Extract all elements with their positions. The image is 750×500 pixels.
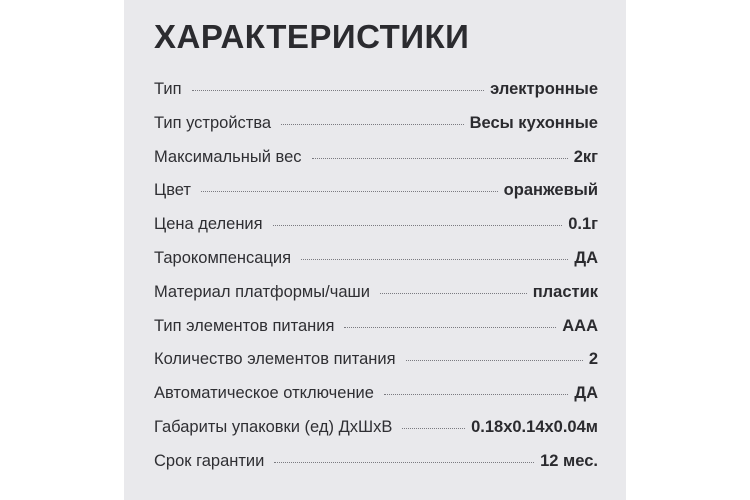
dotted-leader xyxy=(402,428,465,429)
dotted-leader xyxy=(380,293,527,294)
spec-row xyxy=(154,181,598,215)
spec-value: пластик xyxy=(532,282,598,301)
spec-value: 2кг xyxy=(573,147,598,166)
spec-row xyxy=(154,283,598,317)
spec-row xyxy=(154,317,598,351)
spec-label: Тарокомпенсация xyxy=(154,248,292,267)
dotted-leader xyxy=(281,124,463,125)
spec-value: 0.18x0.14x0.04м xyxy=(471,417,598,436)
spec-row xyxy=(154,249,598,283)
spec-row xyxy=(154,148,598,182)
spec-value: Весы кухонные xyxy=(469,113,598,132)
spec-row xyxy=(154,215,598,249)
dotted-leader xyxy=(301,259,568,260)
dotted-leader xyxy=(344,327,556,328)
spec-row xyxy=(154,350,598,384)
spec-row xyxy=(154,80,598,114)
spec-value: 0.1г xyxy=(568,215,598,234)
spec-value: электронные xyxy=(490,80,598,98)
dotted-leader xyxy=(406,360,583,361)
spec-label: Материал платформы/чаши xyxy=(154,282,370,301)
spec-label: Срок гарантии xyxy=(154,451,265,470)
spec-row xyxy=(154,384,598,418)
dotted-leader xyxy=(274,462,534,463)
dotted-leader xyxy=(192,90,485,91)
dotted-leader xyxy=(384,394,568,395)
spec-value: ДА xyxy=(574,248,598,267)
spec-label: Автоматическое отключение xyxy=(154,384,374,403)
spec-value: ДА xyxy=(574,384,598,403)
spec-row xyxy=(154,452,598,486)
spec-label: Цвет xyxy=(154,181,191,200)
spec-value: AAA xyxy=(562,316,598,335)
spec-row xyxy=(154,418,598,452)
spec-value: оранжевый xyxy=(503,181,598,200)
spec-label: Габариты упаковки (ед) ДхШхВ xyxy=(154,417,393,436)
spec-list xyxy=(154,80,598,486)
spec-label: Тип элементов питания xyxy=(154,316,335,335)
dotted-leader xyxy=(312,158,568,159)
spec-label: Тип устройства xyxy=(154,113,272,132)
dotted-leader xyxy=(273,225,563,226)
spec-value: 2 xyxy=(588,350,598,369)
dotted-leader xyxy=(201,191,498,192)
spec-label: Цена деления xyxy=(154,215,263,234)
spec-value: 12 мес. xyxy=(540,451,598,470)
spec-label: Количество элементов питания xyxy=(154,350,396,369)
specs-card xyxy=(124,0,626,500)
page-title: ХАРАКТЕРИСТИКИ xyxy=(154,18,470,55)
spec-row xyxy=(154,114,598,148)
spec-label: Максимальный вес xyxy=(154,147,302,166)
spec-label: Тип xyxy=(154,80,182,98)
